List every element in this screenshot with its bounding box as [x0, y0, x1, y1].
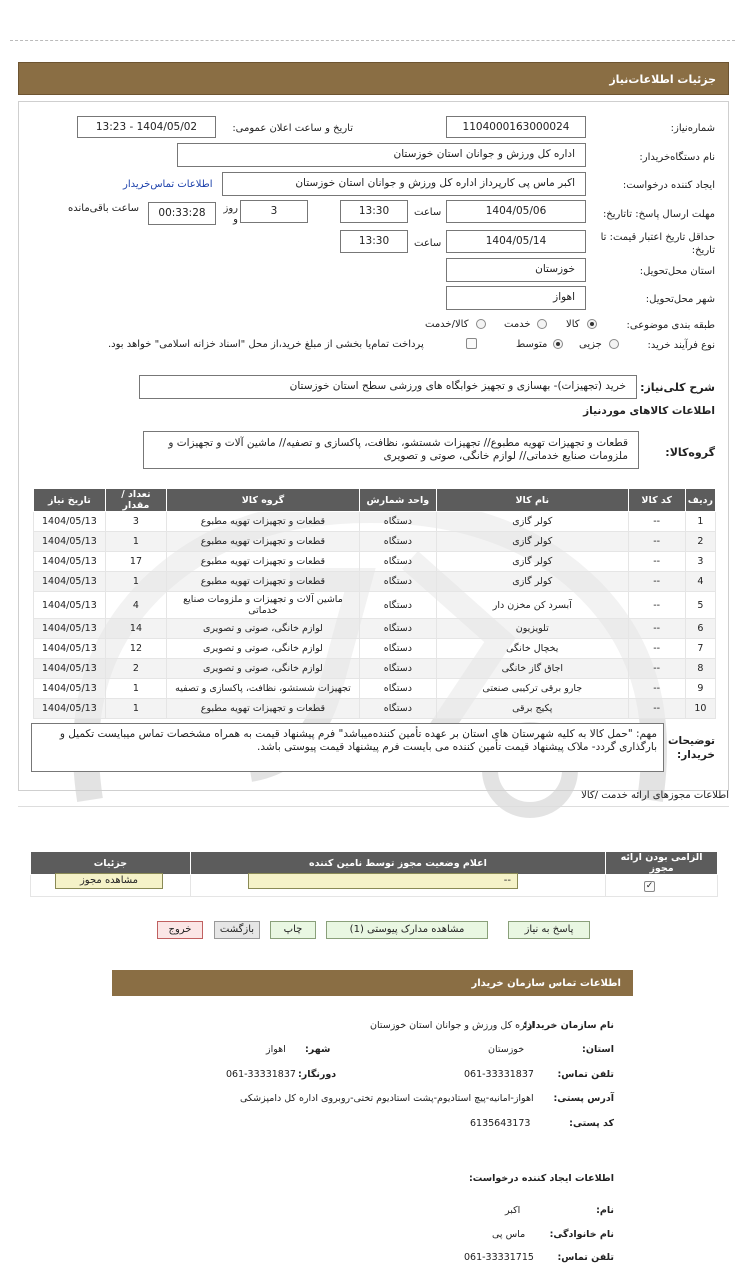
top-divider — [10, 40, 735, 41]
permit-col-required: الزامی بودن ارائه مجوز — [606, 852, 718, 875]
cell-name: کولر گازی — [436, 552, 628, 572]
reply-button[interactable]: پاسخ به نیاز — [508, 921, 590, 939]
creator-phone-label: تلفن تماس: — [557, 1252, 614, 1263]
need-number-field: 1104000163000024 — [446, 116, 586, 138]
permits-table-header — [31, 852, 718, 875]
col-date: تاریخ نیاز — [34, 489, 106, 512]
deadline-date-field: 1404/05/06 — [446, 200, 586, 223]
cell-unit: دستگاه — [359, 592, 436, 619]
cell-date: 1404/05/13 — [34, 699, 106, 719]
table-row — [34, 659, 716, 679]
table-row — [34, 619, 716, 639]
contact-title: اطلاعات تماس سازمان خریدار — [471, 978, 621, 989]
city-field: اهواز — [446, 286, 586, 310]
cell-group: قطعات و تجهیزات تهویه مطبوع — [167, 699, 360, 719]
cell-unit: دستگاه — [359, 512, 436, 532]
remaining-label: ساعت باقی‌مانده — [68, 203, 140, 214]
province-field: خوزستان — [446, 258, 586, 282]
treasury-checkbox[interactable] — [466, 338, 477, 349]
cell-qty: 3 — [105, 512, 166, 532]
permit-required-checkbox: ✓ — [645, 880, 654, 891]
cell-row: 5 — [685, 592, 715, 619]
cell-unit: دستگاه — [359, 699, 436, 719]
cell-name: کولر گازی — [436, 512, 628, 532]
category-option-goods: کالا — [566, 319, 580, 330]
cell-name: پکیج برقی — [436, 699, 628, 719]
cell-qty: 1 — [105, 679, 166, 699]
buyer-label: نام دستگاه‌خریدار: — [639, 152, 715, 163]
table-row — [34, 532, 716, 552]
cell-row: 6 — [685, 619, 715, 639]
permit-status-field[interactable]: -- — [248, 873, 518, 889]
validity-label: حداقل تاریخ اعتبار قیمت: تا تاریخ: — [600, 232, 715, 256]
contact-phone-label: تلفن تماس: — [557, 1069, 614, 1080]
table-row — [34, 552, 716, 572]
col-qty: تعداد / مقدار — [105, 489, 166, 512]
view-permit-button[interactable]: مشاهده مجوز — [55, 873, 163, 889]
cell-date: 1404/05/13 — [34, 639, 106, 659]
cell-date: 1404/05/13 — [34, 659, 106, 679]
process-radio-medium[interactable] — [553, 339, 563, 349]
cell-code: -- — [628, 639, 685, 659]
group-label: گروه‌کالا: — [665, 446, 715, 459]
goods-info-title: اطلاعات کالاهای موردنیاز — [583, 405, 715, 417]
cell-date: 1404/05/13 — [34, 679, 106, 699]
payment-note: پرداخت تمام‌یا بخشی از مبلغ خرید،از محل "اسناد خزانه اسلامی" خواهد بود. — [108, 339, 424, 350]
table-row — [34, 512, 716, 532]
announce-field: 1404/05/02 - 13:23 — [77, 116, 216, 138]
notes-label: توضیحات خریدار: — [667, 735, 715, 761]
cell-group: لوازم خانگی، صوتی و تصویری — [167, 639, 360, 659]
contact-header — [112, 970, 633, 996]
cell-code: -- — [628, 552, 685, 572]
cell-unit: دستگاه — [359, 679, 436, 699]
cell-qty: 1 — [105, 572, 166, 592]
process-option-medium: متوسط — [516, 339, 548, 350]
cell-code: -- — [628, 619, 685, 639]
permits-divider — [18, 806, 729, 807]
contact-fax-value: 061-33331837 — [226, 1069, 296, 1080]
permit-col-details: جزئیات — [31, 852, 191, 875]
cell-name: اجاق گاز خانگی — [436, 659, 628, 679]
page-title: جزئیات اطلاعات‌نیاز — [609, 73, 716, 86]
validity-time-label: ساعت — [414, 238, 442, 249]
cell-code: -- — [628, 512, 685, 532]
goods-table — [33, 488, 716, 719]
creator-phone-value: 061-33331715 — [464, 1252, 534, 1263]
cell-group: قطعات و تجهیزات تهویه مطبوع — [167, 552, 360, 572]
deadline-time-label: ساعت — [414, 207, 442, 218]
creator-field: اکبر ماس پی کارپرداز اداره کل ورزش و جوانان استان خوزستان — [222, 172, 586, 196]
remaining-field: 00:33:28 — [148, 202, 216, 225]
cell-unit: دستگاه — [359, 659, 436, 679]
cell-date: 1404/05/13 — [34, 572, 106, 592]
creator-info-title: اطلاعات ایجاد کننده درخواست: — [468, 1173, 614, 1184]
deadline-label: مهلت ارسال پاسخ: تاتاریخ: — [602, 209, 715, 220]
cell-code: -- — [628, 679, 685, 699]
cell-qty: 2 — [105, 659, 166, 679]
cell-name: کولر گازی — [436, 532, 628, 552]
cell-qty: 1 — [105, 532, 166, 552]
buyer-contact-link[interactable]: اطلاعات تماس‌خریدار — [123, 179, 213, 190]
col-unit: واحد شمارش — [359, 489, 436, 512]
contact-province-label: استان: — [582, 1044, 614, 1055]
process-radio-minor[interactable] — [609, 339, 619, 349]
need-number-label: شماره‌نیاز: — [670, 123, 715, 134]
cell-date: 1404/05/13 — [34, 552, 106, 572]
creator-last-name-label: نام خانوادگی: — [549, 1229, 614, 1240]
cell-group: تجهیزات شستشو، نظافت، پاکسازی و تصفیه — [167, 679, 360, 699]
days-field: 3 — [240, 200, 308, 223]
cell-row: 4 — [685, 572, 715, 592]
creator-first-name-label: نام: — [596, 1205, 614, 1216]
cell-group: ماشین آلات و تجهیزات و ملزومات صنایع خدماتی — [167, 592, 360, 619]
cell-row: 9 — [685, 679, 715, 699]
contact-province-value: خوزستان — [488, 1044, 525, 1055]
creator-first-name-value: اکبر — [505, 1205, 521, 1216]
cell-group: قطعات و تجهیزات تهویه مطبوع — [167, 512, 360, 532]
category-label: طبقه بندی موضوعی: — [626, 320, 715, 331]
cell-unit: دستگاه — [359, 572, 436, 592]
cell-name: آبسرد کن مخزن دار — [436, 592, 628, 619]
col-row: ردیف — [685, 489, 715, 512]
cell-row: 3 — [685, 552, 715, 572]
contact-org-label: نام سازمان خریدار: — [523, 1020, 614, 1031]
notes-field: مهم: "حمل کالا به کلیه شهرستان های استان بر عهده تأمین کننده‌میباشد" فرم پیشنهاد قیمت به همراه مشخصات تماس میبایست تکمیل و بارگذاری گردد- ملاک پیشنهاد قیمت تأمین کننده می بایست فرم پیشنهاد قیمت پیوستی باشد. — [31, 723, 664, 772]
table-row — [34, 699, 716, 719]
cell-name: جارو برقی ترکیبی صنعتی — [436, 679, 628, 699]
cell-qty: 1 — [105, 699, 166, 719]
cell-name: تلویزیون — [436, 619, 628, 639]
deadline-time-field: 13:30 — [340, 200, 408, 223]
table-row — [34, 592, 716, 619]
back-button[interactable]: بازگشت — [214, 921, 260, 939]
contact-org-value: اداره کل ورزش و جوانان استان خوزستان — [370, 1020, 535, 1031]
table-row — [34, 679, 716, 699]
cell-code: -- — [628, 699, 685, 719]
category-option-both: کالا/خدمت — [425, 319, 469, 330]
category-option-service: خدمت — [504, 319, 531, 330]
cell-qty: 14 — [105, 619, 166, 639]
cell-code: -- — [628, 532, 685, 552]
validity-time-field: 13:30 — [340, 230, 408, 253]
cell-row: 1 — [685, 512, 715, 532]
group-field: قطعات و تجهیزات تهویه مطبوع// تجهیزات شستشو، نظافت، پاکسازی و تصفیه// ماشین آلات و تجهیزات و ملزومات صنایع خدماتی// لوازم خانگی، صوتی و تصویری — [143, 431, 639, 469]
col-name: نام کالا — [436, 489, 628, 512]
cell-group: لوازم خانگی، صوتی و تصویری — [167, 619, 360, 639]
contact-phone-value: 061-33331837 — [464, 1069, 534, 1080]
category-radio-goods[interactable] — [587, 319, 597, 329]
contact-city-value: اهواز — [266, 1044, 286, 1055]
process-option-minor: جزیی — [579, 339, 602, 350]
process-label: نوع فرآیند خرید: — [647, 340, 715, 351]
contact-postal-value: 6135643173 — [470, 1118, 531, 1129]
cell-qty: 12 — [105, 639, 166, 659]
table-row — [34, 572, 716, 592]
cell-group: قطعات و تجهیزات تهویه مطبوع — [167, 532, 360, 552]
cell-row: 8 — [685, 659, 715, 679]
page-header — [18, 62, 729, 95]
cell-group: لوازم خانگی، صوتی و تصویری — [167, 659, 360, 679]
table-row — [34, 639, 716, 659]
attachments-button[interactable]: مشاهده مدارک پیوستی (1) — [326, 921, 488, 939]
province-label: استان محل‌تحویل: — [639, 266, 715, 277]
cell-qty: 4 — [105, 592, 166, 619]
cell-unit: دستگاه — [359, 619, 436, 639]
cell-row: 7 — [685, 639, 715, 659]
announce-label: تاریخ و ساعت اعلان عمومی: — [232, 123, 353, 134]
days-label: روز و — [223, 203, 238, 225]
col-code: کد کالا — [628, 489, 685, 512]
city-label: شهر محل‌تحویل: — [645, 294, 715, 305]
permit-required-cell — [606, 875, 718, 897]
contact-fax-label: دورنگار: — [298, 1069, 337, 1080]
cell-qty: 17 — [105, 552, 166, 572]
permits-title: اطلاعات مجوزهای ارائه خدمت /کالا — [581, 790, 729, 801]
contact-address-label: آدرس پستی: — [553, 1093, 614, 1104]
category-radio-service[interactable] — [537, 319, 547, 329]
exit-button[interactable]: خروج — [157, 921, 203, 939]
cell-group: قطعات و تجهیزات تهویه مطبوع — [167, 572, 360, 592]
contact-address-value: اهواز-امانیه-پیچ استادیوم-پشت استادیوم تختی-روبروی اداره کل دامپزشکی — [240, 1093, 534, 1104]
summary-label: شرح کلی‌نیاز: — [640, 381, 715, 394]
cell-row: 2 — [685, 532, 715, 552]
contact-city-label: شهر: — [305, 1044, 331, 1055]
summary-field: خرید (تجهیزات)- بهسازی و تجهیز خوابگاه های ورزشی سطح استان خوزستان — [139, 375, 637, 399]
col-group: گروه کالا — [167, 489, 360, 512]
cell-name: کولر گازی — [436, 572, 628, 592]
category-radio-both[interactable] — [476, 319, 486, 329]
cell-code: -- — [628, 592, 685, 619]
creator-last-name-value: ماس پی — [492, 1229, 526, 1240]
cell-code: -- — [628, 659, 685, 679]
cell-code: -- — [628, 572, 685, 592]
validity-date-field: 1404/05/14 — [446, 230, 586, 253]
cell-unit: دستگاه — [359, 639, 436, 659]
cell-name: یخچال خانگی — [436, 639, 628, 659]
creator-label: ایجاد کننده درخواست: — [622, 180, 715, 191]
cell-unit: دستگاه — [359, 552, 436, 572]
print-button[interactable]: چاپ — [270, 921, 316, 939]
permit-col-status: اعلام وضعیت مجوز توسط نامین کننده — [190, 852, 605, 875]
goods-table-header — [34, 489, 716, 512]
contact-postal-label: کد پستی: — [569, 1118, 614, 1129]
cell-unit: دستگاه — [359, 532, 436, 552]
cell-row: 10 — [685, 699, 715, 719]
cell-date: 1404/05/13 — [34, 512, 106, 532]
cell-date: 1404/05/13 — [34, 619, 106, 639]
cell-date: 1404/05/13 — [34, 532, 106, 552]
buyer-field: اداره کل ورزش و جوانان استان خوزستان — [177, 143, 586, 167]
cell-date: 1404/05/13 — [34, 592, 106, 619]
